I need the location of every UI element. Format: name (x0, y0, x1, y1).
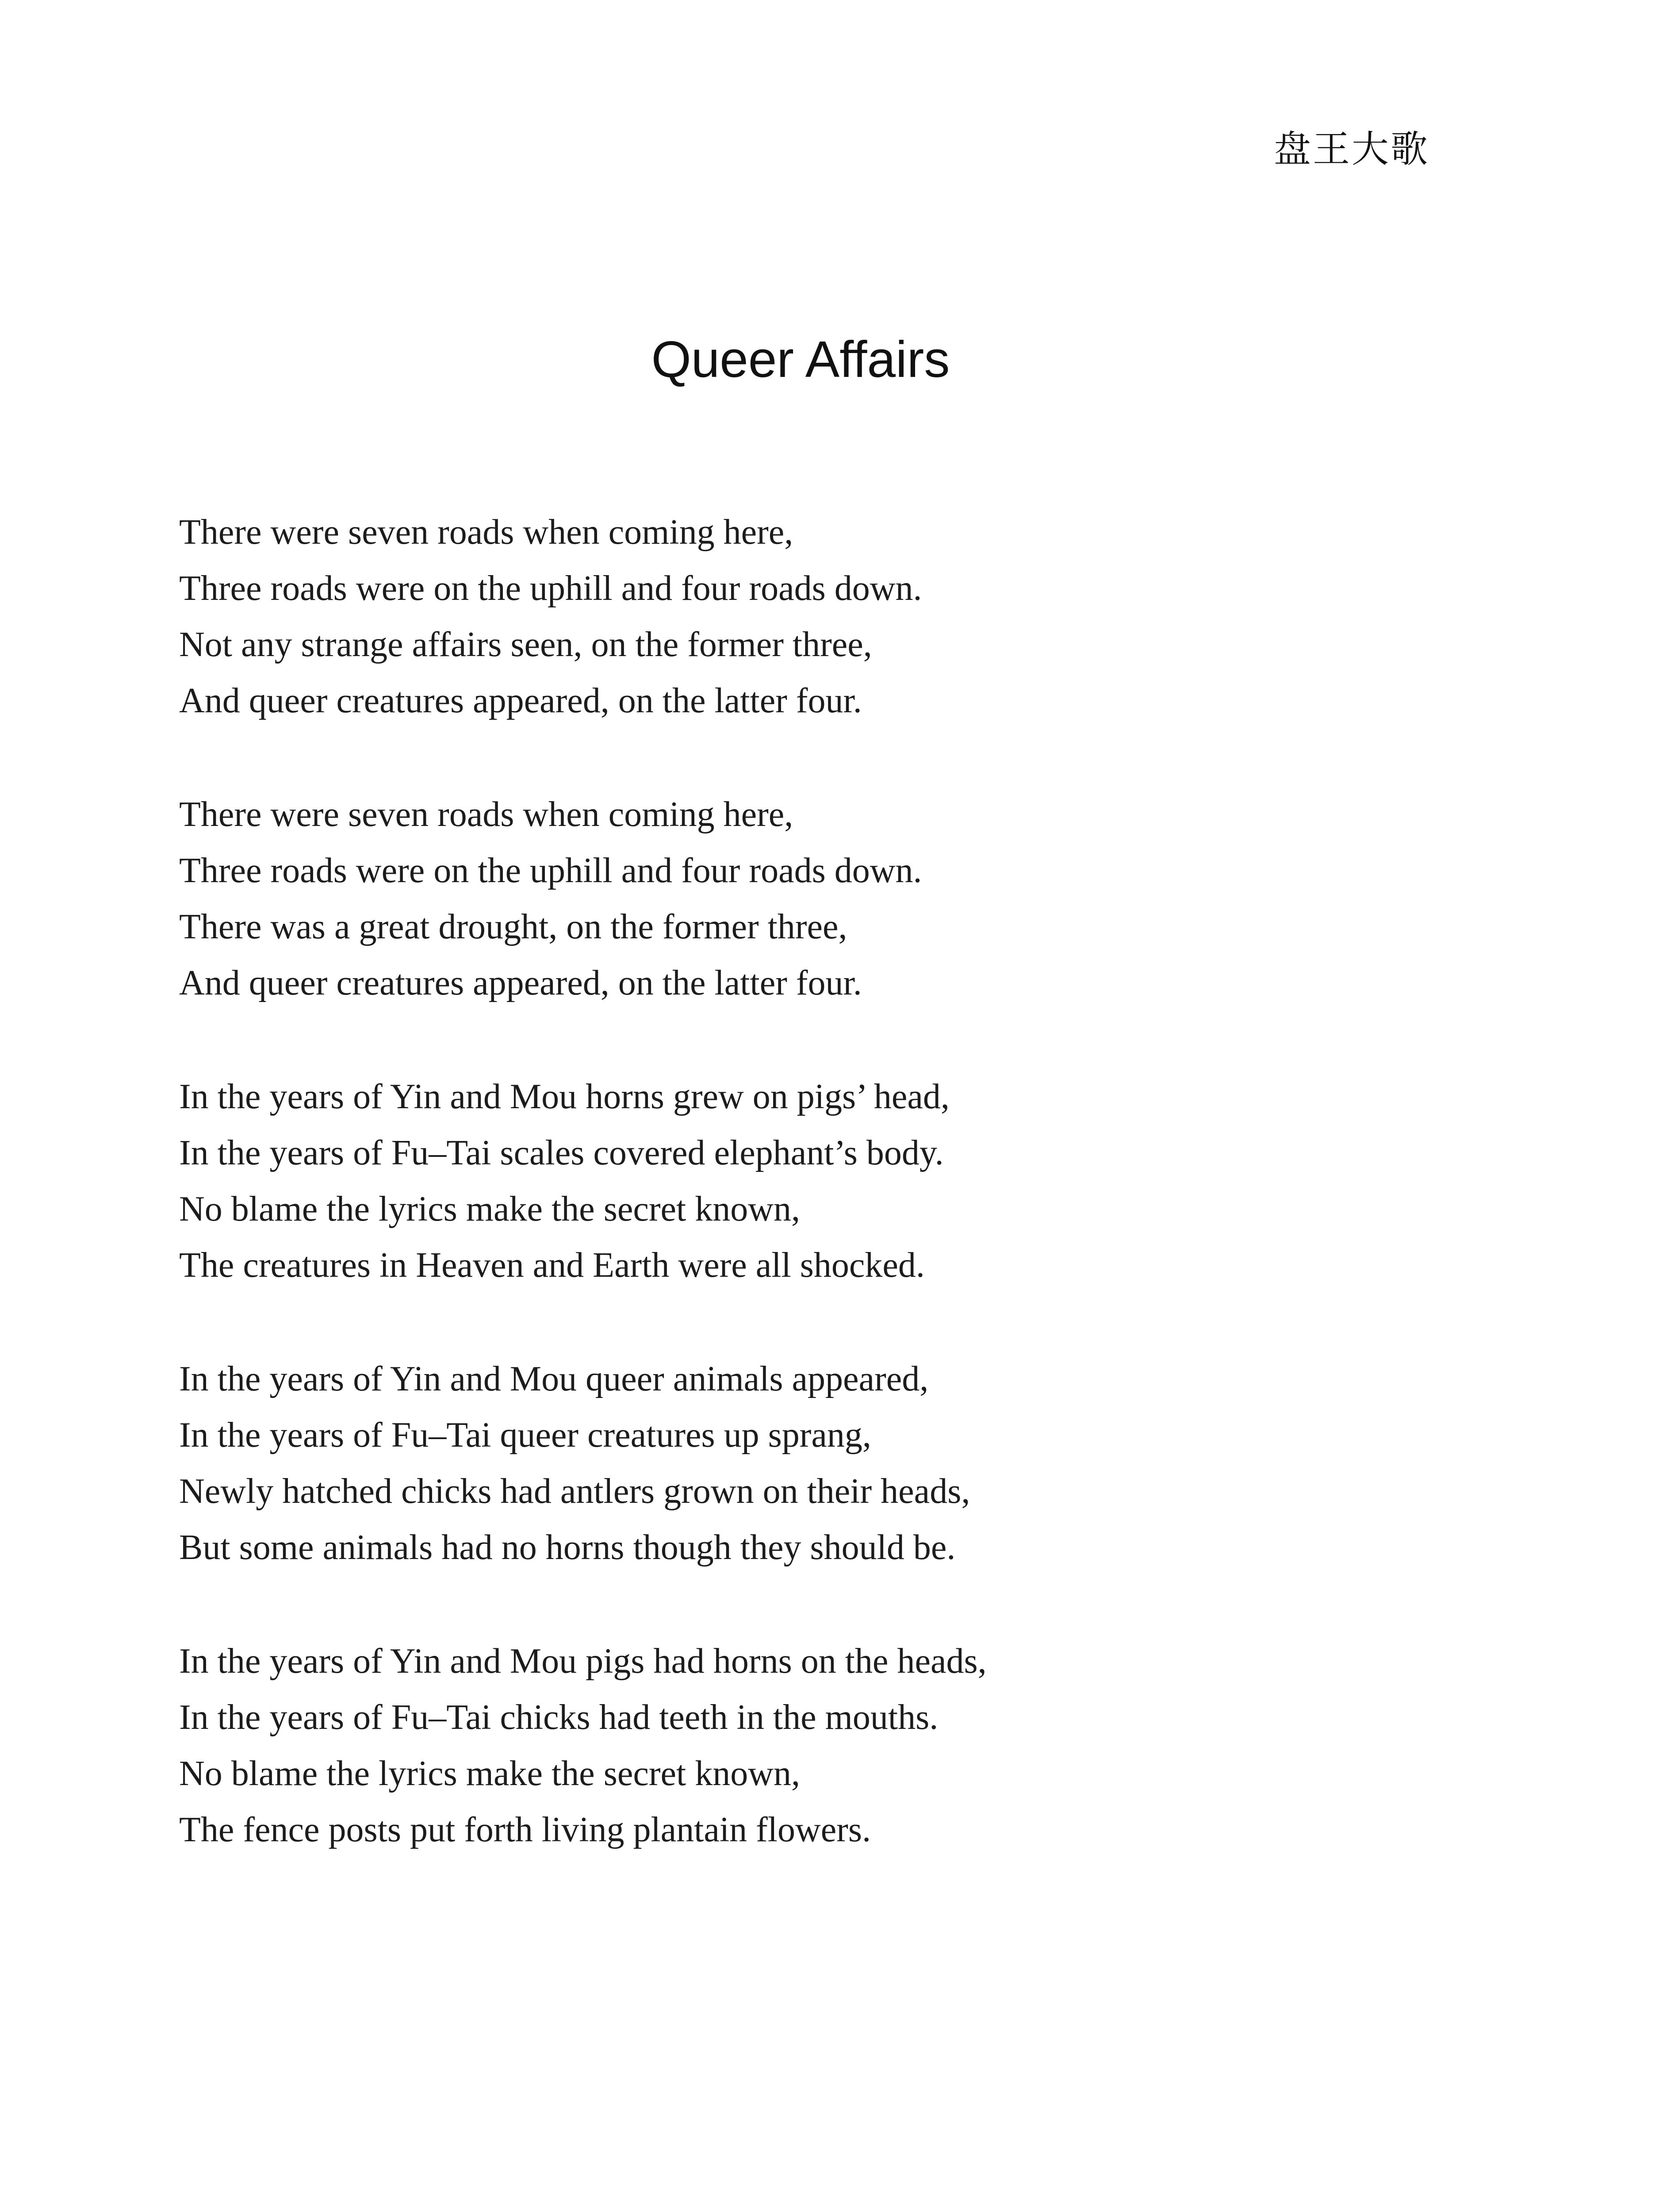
poem-line: In the years of Fu–Tai queer creatures up sprang, (179, 1416, 871, 1455)
poem-line: Newly hatched chicks had antlers grown on their heads, (179, 1472, 970, 1511)
poem-line: There were seven roads when coming here, (179, 513, 793, 552)
stanza-4 (179, 1351, 1462, 1576)
poem-line: There was a great drought, on the former three, (179, 907, 847, 946)
poem-line: No blame the lyrics make the secret known, (179, 1754, 800, 1793)
poem-line: Not any strange affairs seen, on the former three, (179, 625, 872, 664)
stanza-3 (179, 1069, 1462, 1294)
stanza-5 (179, 1633, 1462, 1858)
poem-line: Three roads were on the uphill and four roads down. (179, 851, 922, 890)
poem-line: In the years of Yin and Mou queer animals appeared, (179, 1359, 929, 1398)
poem-line: In the years of Yin and Mou horns grew on pigs’ head, (179, 1077, 950, 1116)
running-header-title: 盘王大歌 (1274, 127, 1430, 171)
poem-line: The creatures in Heaven and Earth were all shocked. (179, 1246, 925, 1285)
poem-line: But some animals had no horns though they should be. (179, 1528, 956, 1567)
poem-title: Queer Affairs (651, 330, 950, 388)
poem-line: In the years of Fu–Tai scales covered elephant’s body. (179, 1133, 944, 1172)
poem-line: Three roads were on the uphill and four roads down. (179, 569, 922, 608)
poem-line: The fence posts put forth living plantain flowers. (179, 1810, 871, 1849)
stanza-2 (179, 787, 1462, 1011)
poem-line: In the years of Yin and Mou pigs had horns on the heads, (179, 1642, 987, 1681)
poem-line: And queer creatures appeared, on the latter four. (179, 964, 862, 1002)
poem-line: And queer creatures appeared, on the latter four. (179, 681, 862, 720)
poem-line: No blame the lyrics make the secret known, (179, 1190, 800, 1229)
poem-body (179, 504, 1462, 1916)
stanza-1 (179, 504, 1462, 729)
poem-line: There were seven roads when coming here, (179, 795, 793, 834)
poem-line: In the years of Fu–Tai chicks had teeth in the mouths. (179, 1698, 939, 1737)
